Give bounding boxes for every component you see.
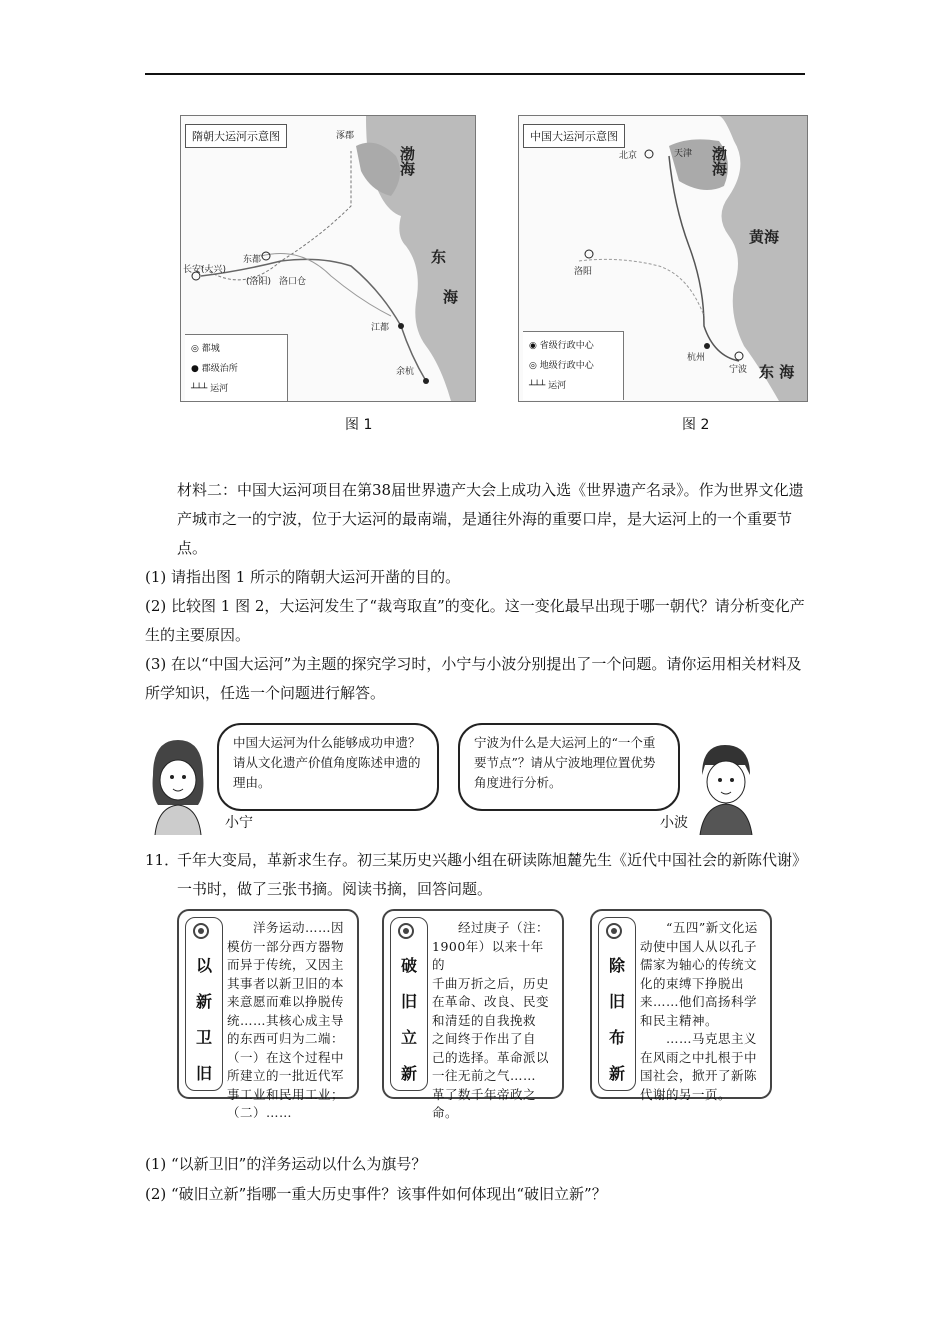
q11-number: 11． [145, 851, 180, 869]
place-jiangdu: 江都 [371, 323, 390, 333]
place-tianjin: 天津 [674, 149, 693, 159]
card3-side-char3: 布 [608, 1028, 625, 1047]
place-zhuojun: 涿郡 [336, 131, 355, 141]
figure1-caption: 图 1 [345, 417, 373, 433]
legend-capital: ◎ 都城 [191, 344, 220, 354]
sea-donghai-2: 东 海 [759, 363, 795, 381]
excerpt-card-1 [177, 909, 359, 1120]
excerpt-card-3 [590, 909, 772, 1102]
card1-text: 洋务运动……因 模仿一部分西方器物 而异于传统，又因主 其事者以新卫旧的本 来意愿而难以挣脱传 统……其核心成主导 的东西可归为二端： （一）在这个过程中 所建立的一批近代军 事工业和民用工业； （二）…… [227, 920, 345, 1120]
legend-city: ◎ 地级行政中心 [529, 361, 594, 371]
place-yuhang: 余杭 [396, 367, 415, 377]
card2-ring-icon [398, 923, 414, 939]
speech-bubble-xiaoning: 中国大运河为什么能够成功申遗？请从文化遗产价值角度陈述申遗的理由。 [217, 723, 439, 811]
q10-part1: (1) 请指出图 1 所示的隋朝大运河开凿的目的。 [145, 568, 461, 586]
girl-xiaoning-illustration [143, 735, 213, 835]
place-beijing: 北京 [619, 151, 638, 161]
card1-ring-icon [193, 923, 209, 939]
map-china-canal [518, 115, 808, 402]
place-dongdu: 东都 [243, 255, 262, 265]
legend-canal: ┴┴┴ 运河 [191, 384, 229, 394]
place-luoyang2: 洛阳 [574, 267, 593, 277]
q11-part1: (1) “以新卫旧”的洋务运动以什么为旗号？ [145, 1155, 427, 1173]
card3-side [598, 917, 636, 1091]
card1-side-char3: 卫 [195, 1028, 212, 1047]
card2-side-char1: 破 [400, 956, 417, 975]
map2-title: 中国大运河示意图 [523, 124, 625, 148]
card2-text: 经过庚子（注： 1900年）以来十年的 千曲万折之后，历史 在革命、改良、民变 和清廷的自我挽救 之间终于作出了自 己的选择。革命派以 一往无前之气…… 革了数千年帝政之 命。 [432, 920, 550, 1120]
map1-legend [185, 334, 288, 402]
place-changan: 长安(大兴) [183, 265, 227, 275]
place-ningbo: 宁波 [729, 365, 748, 375]
sea-donghai-1a: 东 [431, 248, 447, 266]
card2-side [390, 917, 428, 1091]
sea-donghai-1b: 海 [443, 288, 459, 306]
map2-legend [523, 331, 624, 400]
legend-canal-2: ┴┴┴ 运河 [529, 381, 567, 391]
sea-bohai-2: 渤海 [710, 146, 728, 176]
card1-side-char4: 旧 [195, 1064, 212, 1083]
figure2-caption: 图 2 [682, 417, 710, 433]
q10-part3: (3) 在以“中国大运河”为主题的探究学习时，小宁与小波分别提出了一个问题。请你运用相关材料及所学知识，任选一个问题进行解答。 [145, 655, 802, 702]
place-luoyang: (洛阳) [246, 277, 272, 287]
card3-ring-icon [606, 923, 622, 939]
excerpt-card-2 [382, 909, 564, 1120]
card3-side-char2: 旧 [608, 992, 625, 1011]
card3-side-char4: 新 [608, 1064, 625, 1083]
map-sui-canal [180, 115, 476, 402]
sea-huanghai: 黄海 [749, 228, 780, 246]
q10-part2: (2) 比较图 1 图 2，大运河发生了“裁弯取直”的变化。这一变化最早出现于哪一朝代？请分析变化产生的主要原因。 [145, 597, 805, 644]
card1-side-char1: 以 [195, 956, 212, 975]
legend-province: ◉ 省级行政中心 [529, 341, 594, 351]
card1-side [185, 917, 223, 1091]
name-xiaobo: 小波 [660, 815, 688, 831]
card1-side-char2: 新 [195, 992, 212, 1011]
header-rule [145, 73, 805, 75]
q11-part2: (2) “破旧立新”指哪一重大历史事件？该事件如何体现出“破旧立新”？ [145, 1185, 607, 1203]
card2-side-char2: 旧 [400, 992, 417, 1011]
speech-bubble-xiaobo: 宁波为什么是大运河上的“一个重要节点”？请从宁波地理位置优势角度进行分析。 [458, 723, 680, 811]
legend-prefecture: ● 郡级治所 [191, 364, 238, 374]
name-xiaoning: 小宁 [225, 815, 253, 831]
card3-text: “五四”新文化运 动使中国人从以孔子 儒家为轴心的传统文 化的束缚下挣脱出 来……他们高扬科学 和民主精神。 ……马克思主义 在风雨之中扎根于中 国社会，掀开了新陈 代谢的另一页。 [640, 920, 758, 1102]
sea-bohai-1: 渤海 [398, 146, 416, 176]
boy-xiaobo-illustration [690, 740, 760, 835]
material-two: 材料二：中国大运河项目在第38届世界遗产大会上成功入选《世界遗产名录》。作为世界文化遗产城市之一的宁波，位于大运河的最南端，是通往外海的重要口岸，是大运河上的一个重要节点。 [177, 481, 804, 557]
card3-side-char1: 除 [608, 956, 625, 975]
map1-title: 隋朝大运河示意图 [185, 124, 287, 148]
place-kou: 洛口仓 [279, 277, 307, 287]
q11-stem: 千年大变局，革新求生存。初三某历史兴趣小组在研读陈旭麓先生《近代中国社会的新陈代谢》一书时，做了三张书摘。阅读书摘，回答问题。 [177, 851, 800, 898]
card2-side-char4: 新 [400, 1064, 417, 1083]
card2-side-char3: 立 [400, 1028, 417, 1047]
place-hangzhou: 杭州 [687, 353, 706, 363]
